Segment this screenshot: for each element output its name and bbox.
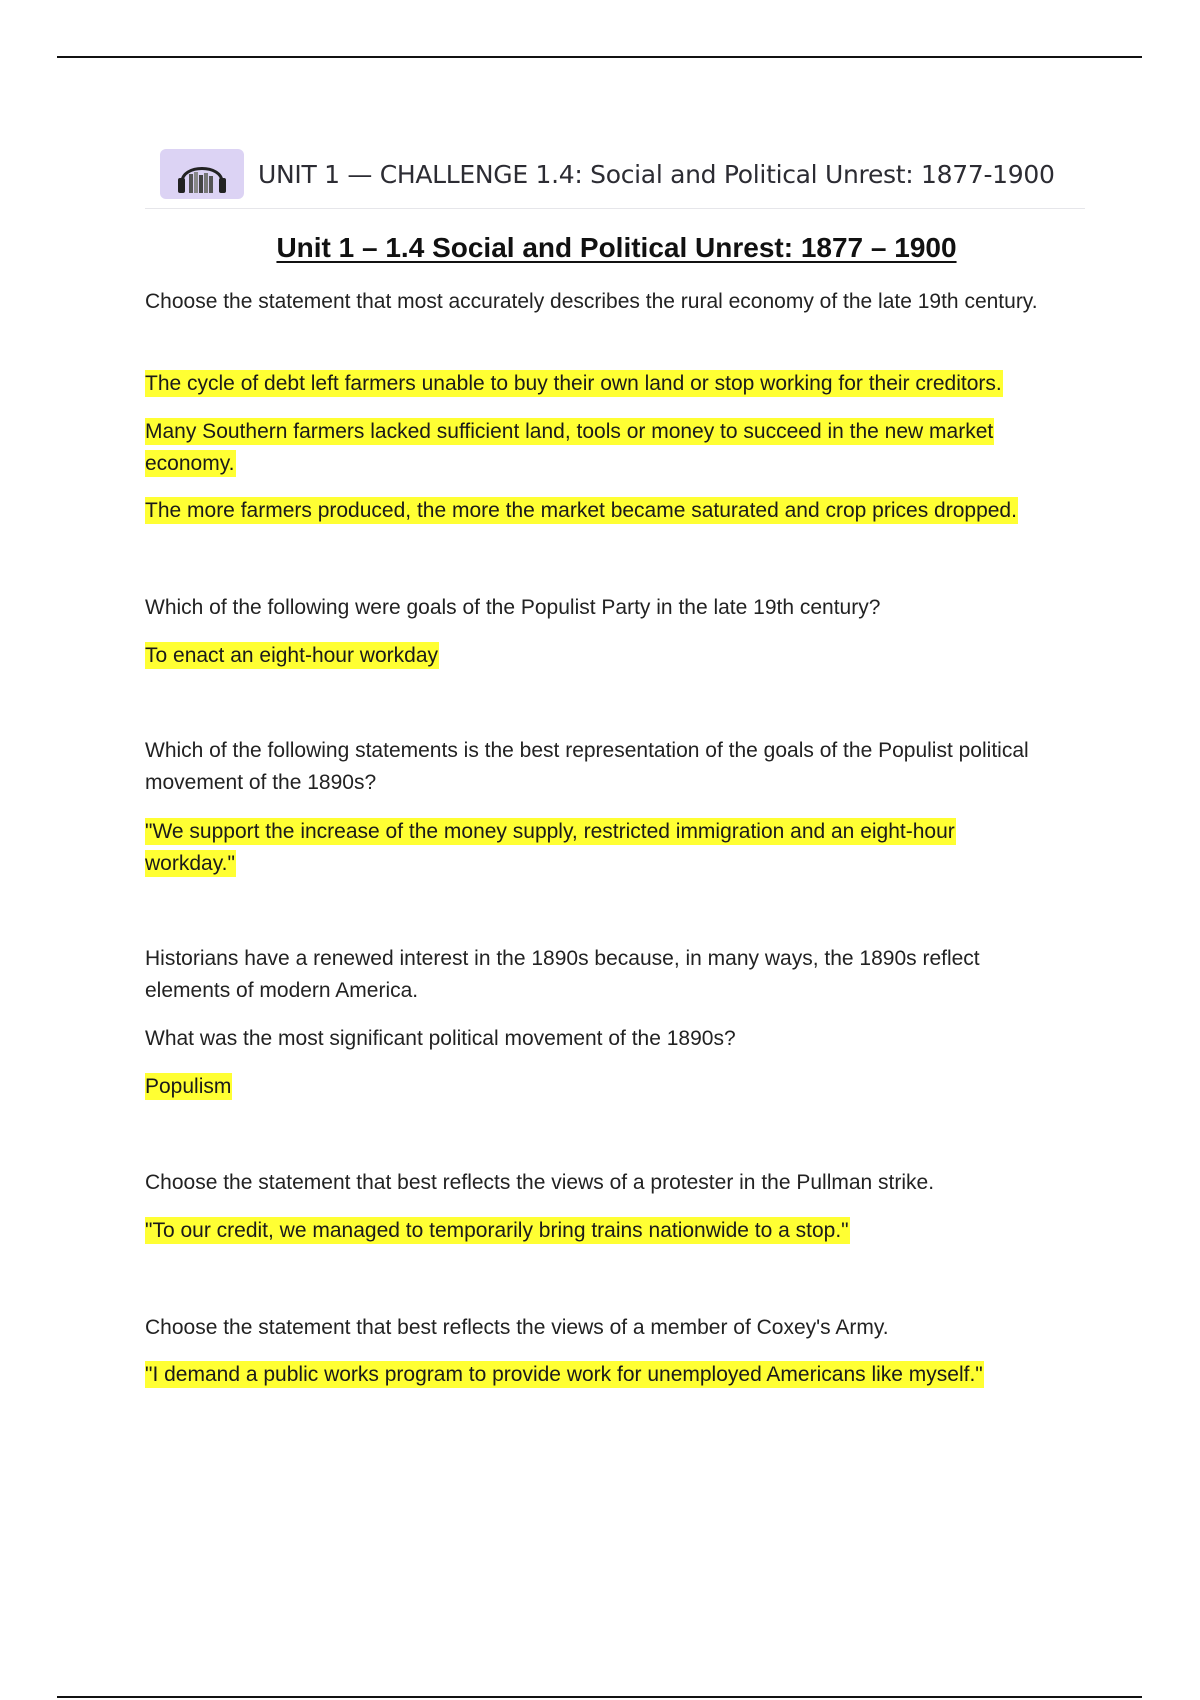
answer-text: Populism bbox=[145, 1075, 232, 1098]
answer-highlight bbox=[145, 816, 1025, 880]
answer-highlight bbox=[145, 1071, 1085, 1103]
challenge-banner bbox=[145, 140, 1085, 209]
question-prompt: Choose the statement that best reflects the views of a member of Coxey's Army. bbox=[145, 1316, 889, 1339]
answer-highlight bbox=[145, 1359, 1085, 1391]
answer-highlight bbox=[145, 640, 1085, 672]
headphones-books-icon bbox=[160, 149, 244, 199]
answer-highlight bbox=[145, 368, 1085, 400]
question-prompt: Which of the following statements is the best representation of the goals of the Populist political movement of the 1890s? bbox=[145, 739, 1029, 794]
answer-text: To enact an eight-hour workday bbox=[145, 644, 439, 667]
answer-highlight bbox=[145, 495, 1085, 527]
answer-highlight bbox=[145, 1215, 1085, 1247]
question-prompt: What was the most significant political movement of the 1890s? bbox=[145, 1027, 736, 1050]
bottom-rule bbox=[57, 1696, 1142, 1698]
question-prompt: Historians have a renewed interest in the 1890s because, in many ways, the 1890s reflect elements of modern America. bbox=[145, 947, 980, 1002]
answer-text: "I demand a public works program to provide work for unemployed Americans like myself." bbox=[145, 1363, 983, 1386]
answer-highlight bbox=[145, 416, 1055, 480]
answer-text: The cycle of debt left farmers unable to buy their own land or stop working for their creditors. bbox=[145, 372, 1002, 395]
answer-text: "We support the increase of the money supply, restricted immigration and an eight-hour workday." bbox=[145, 820, 955, 875]
answer-text: The more farmers produced, the more the market became saturated and crop prices dropped. bbox=[145, 499, 1017, 522]
top-rule bbox=[57, 56, 1142, 58]
answer-text: "To our credit, we managed to temporarily bring trains nationwide to a stop." bbox=[145, 1219, 849, 1242]
answer-text: Many Southern farmers lacked sufficient land, tools or money to succeed in the new market economy. bbox=[145, 420, 994, 475]
banner-title: UNIT 1 — CHALLENGE 1.4: Social and Political Unrest: 1877-1900 bbox=[258, 159, 1055, 189]
question-prompt: Which of the following were goals of the Populist Party in the late 19th century? bbox=[145, 596, 881, 619]
question-prompt: Choose the statement that best reflects the views of a protester in the Pullman strike. bbox=[145, 1171, 935, 1194]
document-heading: Unit 1 – 1.4 Social and Political Unrest: 1877 – 1900 bbox=[276, 232, 957, 263]
question-prompt: Choose the statement that most accurately describes the rural economy of the late 19th century. bbox=[145, 290, 1038, 313]
